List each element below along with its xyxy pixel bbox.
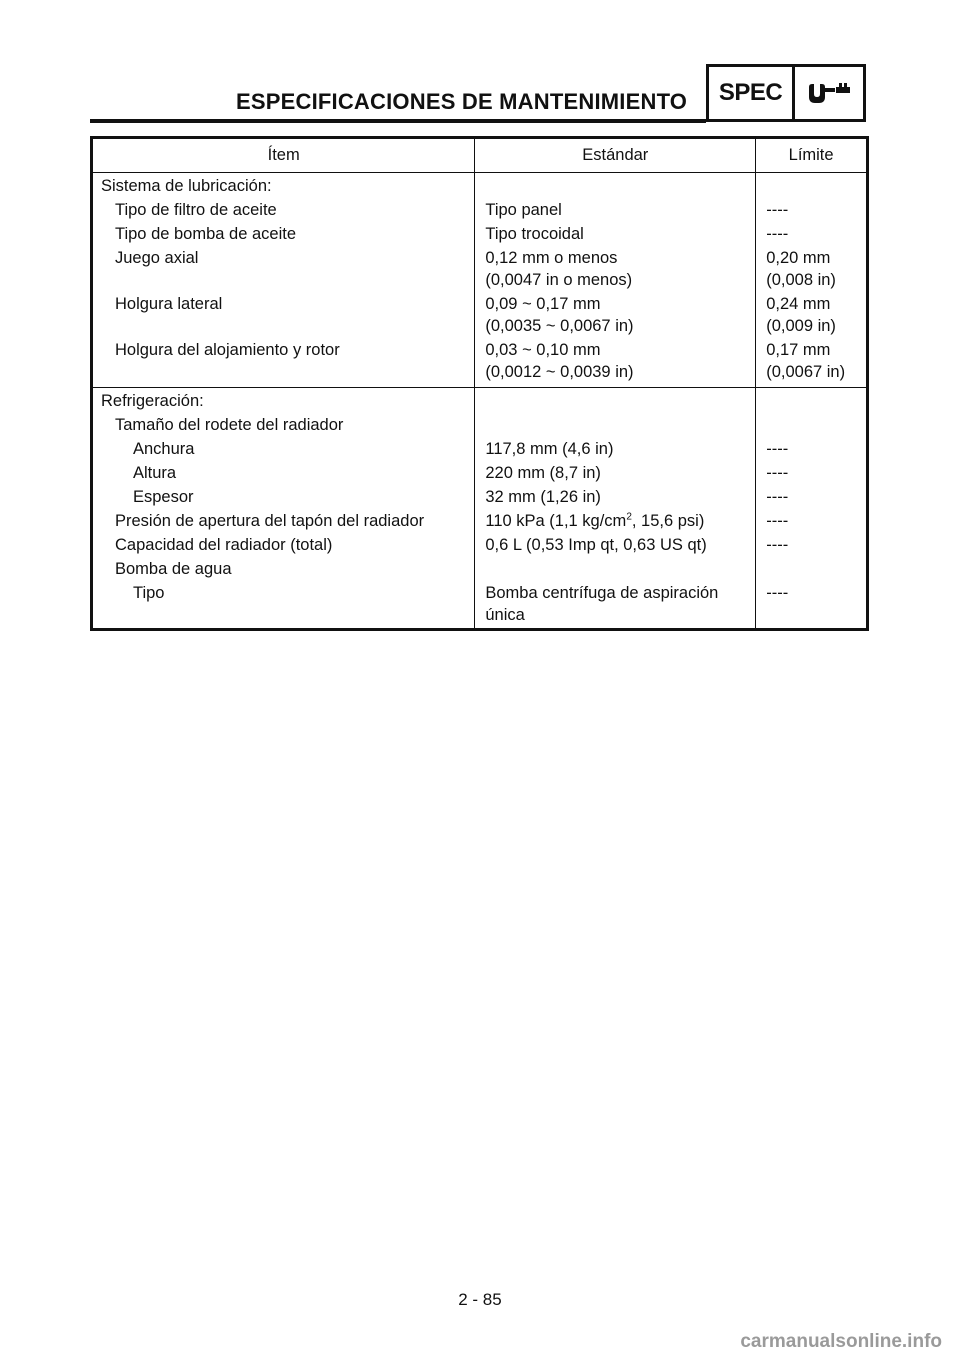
pressure-value-b: , 15,6 psi) (631, 512, 705, 530)
limit-cell (756, 339, 868, 388)
standard-cell (475, 510, 756, 534)
item-cell: Capacidad del radiador (total) (92, 534, 475, 558)
item-cell: Juego axial (92, 247, 475, 293)
subsection-row (92, 414, 868, 438)
column-header-item: Ítem (92, 138, 475, 173)
item-cell: Espesor (92, 486, 475, 510)
section-title-row (92, 388, 868, 415)
section-title-row (92, 173, 868, 200)
spec-table (90, 136, 869, 631)
standard-cell: Tipo panel (475, 199, 756, 223)
limit-value-imperial: (0,008 in) (766, 271, 836, 289)
item-cell: Tipo de bomba de aceite (92, 223, 475, 247)
pressure-value-a: 110 kPa (1,1 kg/cm (485, 512, 627, 530)
standard-cell (475, 247, 756, 293)
limit-value-imperial: (0,009 in) (766, 317, 836, 335)
table-row (92, 462, 868, 486)
pressure-superscript: 2 (626, 511, 632, 523)
table-row (92, 247, 868, 293)
page-number: 2 - 85 (458, 1290, 502, 1309)
table-row (92, 438, 868, 462)
limit-value: 0,24 mm (766, 295, 831, 313)
table-row (92, 582, 868, 630)
standard-cell: 0,6 L (0,53 Imp qt, 0,63 US qt) (475, 534, 756, 558)
standard-value-cont: única (485, 606, 525, 624)
item-cell: Holgura lateral (92, 293, 475, 339)
limit-cell (756, 293, 868, 339)
standard-cell: Tipo trocoidal (475, 223, 756, 247)
limit-value-imperial: (0,0067 in) (766, 363, 846, 381)
limit-cell (756, 247, 868, 293)
limit-cell: ---- (756, 582, 868, 630)
subsection-row (92, 558, 868, 582)
spec-label: SPEC (709, 67, 795, 119)
table-row (92, 534, 868, 558)
header-rule (90, 119, 706, 123)
standard-cell: 32 mm (1,26 in) (475, 486, 756, 510)
spec-badge (706, 64, 866, 122)
standard-value-imperial: (0,0012 ~ 0,0039 in) (485, 363, 634, 381)
standard-cell: 117,8 mm (4,6 in) (475, 438, 756, 462)
limit-cell: ---- (756, 510, 868, 534)
table-row (92, 293, 868, 339)
item-cell: Tipo (92, 582, 475, 630)
item-cell: Holgura del alojamiento y rotor (92, 339, 475, 388)
column-header-limit: Límite (756, 138, 868, 173)
limit-value: 0,17 mm (766, 341, 831, 359)
subsection-title: Tamaño del rodete del radiador (92, 414, 475, 438)
standard-value: 0,09 ~ 0,17 mm (485, 295, 601, 313)
limit-value: 0,20 mm (766, 249, 831, 267)
section-title: Refrigeración: (92, 388, 475, 415)
item-cell: Altura (92, 462, 475, 486)
spec-icon-container (795, 67, 863, 119)
wrench-icon (803, 78, 855, 108)
limit-cell: ---- (756, 534, 868, 558)
watermark: carmanualsonline.info (740, 1331, 942, 1352)
table-header-row (92, 138, 868, 173)
standard-value: 0,03 ~ 0,10 mm (485, 341, 601, 359)
limit-cell: ---- (756, 462, 868, 486)
limit-cell: ---- (756, 486, 868, 510)
standard-value-imperial: (0,0047 in o menos) (485, 271, 633, 289)
limit-cell: ---- (756, 199, 868, 223)
subsection-title: Bomba de agua (92, 558, 475, 582)
table-row (92, 199, 868, 223)
table-row (92, 486, 868, 510)
item-cell: Presión de apertura del tapón del radiador (92, 510, 475, 534)
column-header-standard: Estándar (475, 138, 756, 173)
table-row (92, 510, 868, 534)
table-row (92, 223, 868, 247)
item-cell: Tipo de filtro de aceite (92, 199, 475, 223)
page-title: ESPECIFICACIONES DE MANTENIMIENTO (236, 89, 688, 114)
limit-cell: ---- (756, 438, 868, 462)
standard-cell (475, 293, 756, 339)
standard-value: 0,12 mm o menos (485, 249, 618, 267)
limit-cell: ---- (756, 223, 868, 247)
standard-cell (475, 339, 756, 388)
table-row (92, 339, 868, 388)
standard-cell (475, 582, 756, 630)
section-title: Sistema de lubricación: (92, 173, 475, 200)
item-cell: Anchura (92, 438, 475, 462)
standard-value-imperial: (0,0035 ~ 0,0067 in) (485, 317, 634, 335)
standard-value: Bomba centrífuga de aspiración (485, 584, 719, 602)
standard-cell: 220 mm (8,7 in) (475, 462, 756, 486)
